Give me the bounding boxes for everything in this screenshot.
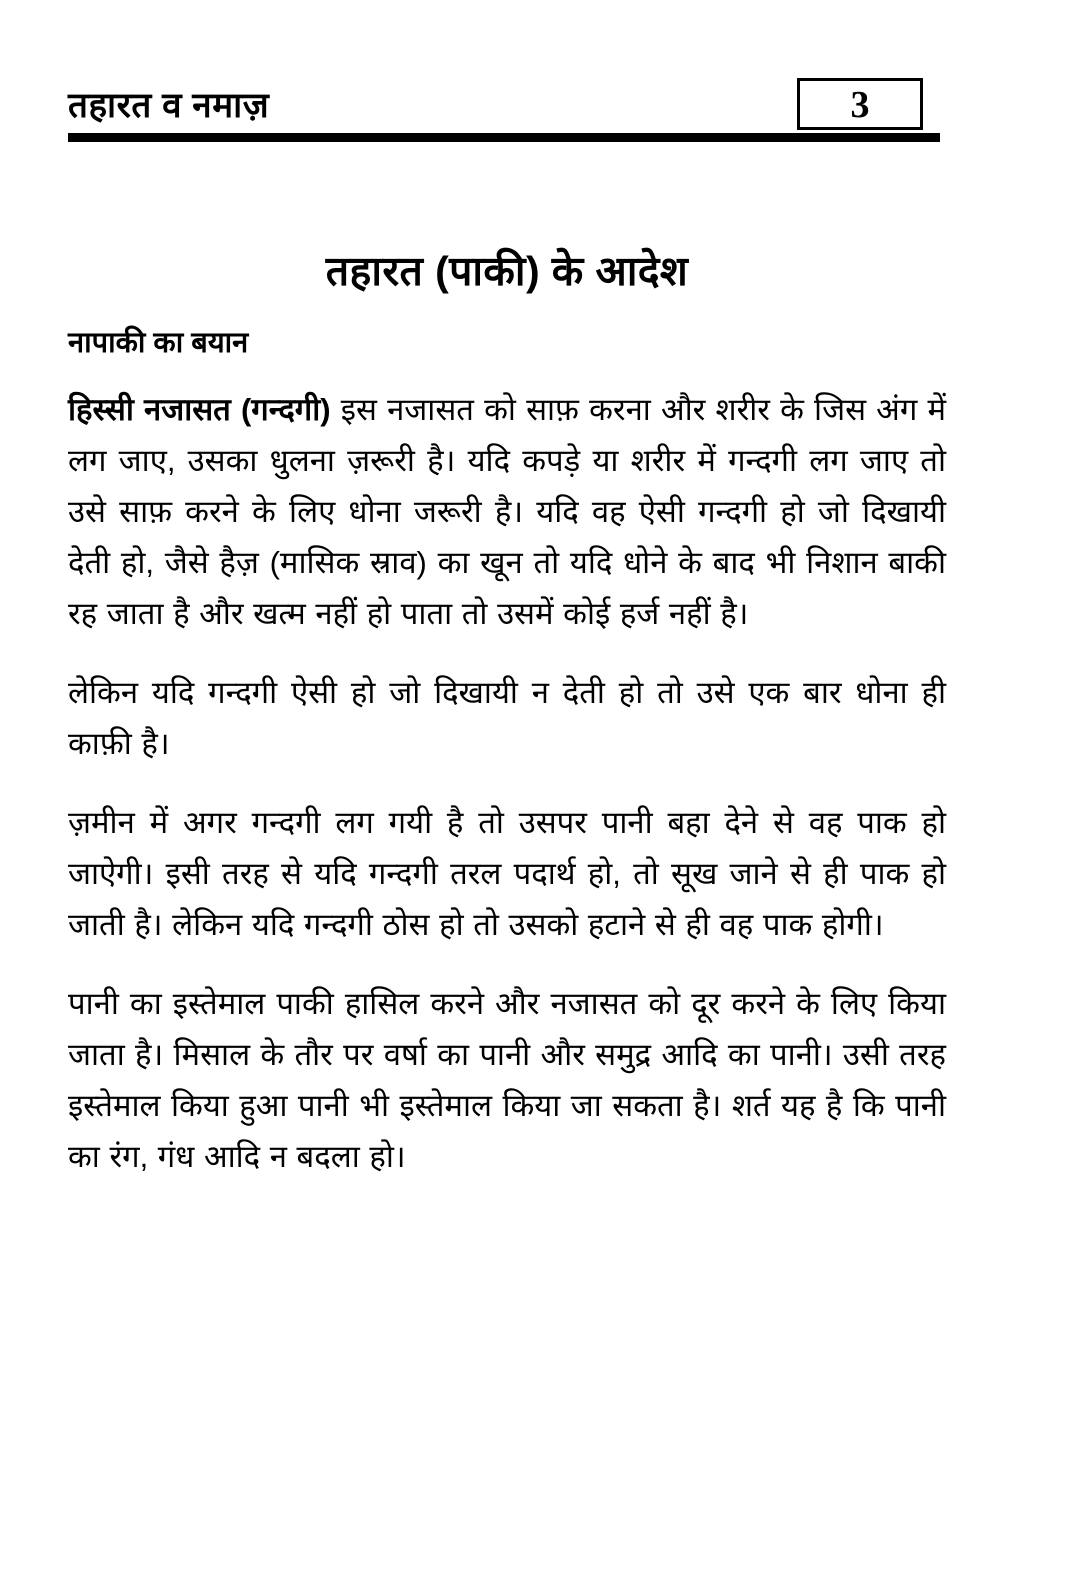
paragraph [68, 978, 946, 1182]
paragraph [68, 797, 946, 950]
paragraph [68, 667, 946, 769]
page-title: तहारत (पाकी) के आदेश [325, 248, 689, 294]
section-heading: नापाकी का बयान [68, 327, 249, 360]
page-content [68, 246, 946, 1182]
paragraph-text: लेकिन यदि गन्दगी ऐसी हो जो दिखायी न देती हो तो उसे एक बार धोना ही काफ़ी है। [68, 674, 946, 761]
paragraph-text: पानी का इस्तेमाल पाकी हासिल करने और नजासत को दूर करने के लिए किया जाता है। मिसाल के तौर पर वर्षा का पानी और समुद्र आदि का पानी। उसी तरह इस्तेमाल किया हुआ पानी भी इस्तेमाल किया जा सकता है। शर्त यह है कि पानी का रंग, गंध आदि न बदला हो। [68, 985, 946, 1174]
paragraph-lead-in: हिस्सी नजासत (गन्दगी) [68, 391, 331, 427]
page-number-box [797, 78, 923, 130]
running-header-title: तहारत व नमाज़ [68, 86, 270, 125]
page-number: 3 [850, 84, 870, 126]
paragraph-text: इस नजासत को साफ़ करना और शरीर के जिस अंग में लग जाए, उसका धुलना ज़रूरी है। यदि कपड़े या शरीर में गन्दगी लग जाए तो उसे साफ़ करने के लिए धोना जरूरी है। यदि वह ऐसी गन्दगी हो जो दिखायी देती हो, जैसे हैज़ (मासिक स्राव) का खून तो यदि धोने के बाद भी निशान बाकी रह जाता है और खत्म नहीं हो पाता तो उसमें कोई हर्ज नहीं है। [68, 391, 946, 631]
page-header [0, 0, 1086, 160]
header-divider-rule [68, 133, 940, 142]
paragraph [68, 384, 946, 639]
paragraph-text: ज़मीन में अगर गन्दगी लग गयी है तो उसपर पानी बहा देने से वह पाक हो जाऐगी। इसी तरह से यदि गन्दगी तरल पदार्थ हो, तो सूख जाने से ही पाक हो जाती है। लेकिन यदि गन्दगी ठोस हो तो उसको हटाने से ही वह पाक होगी। [68, 804, 946, 942]
